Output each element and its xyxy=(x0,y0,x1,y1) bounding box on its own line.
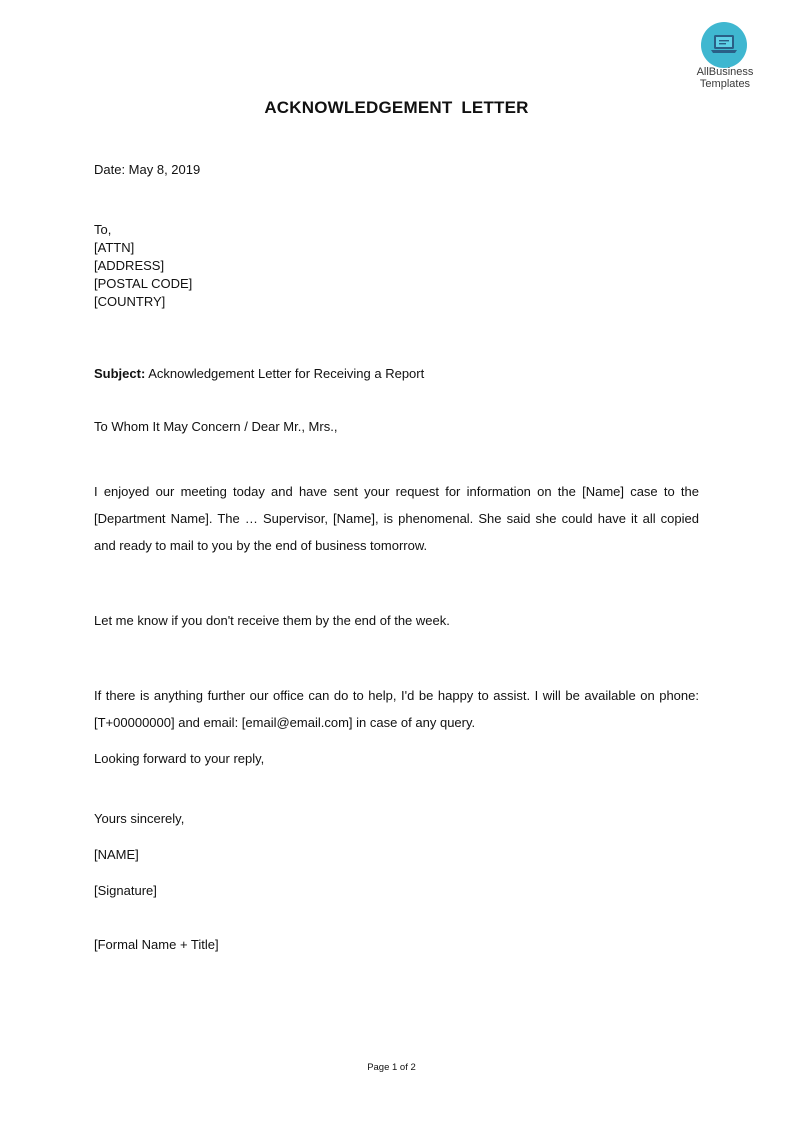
subject-label: Subject: xyxy=(94,366,146,381)
salutation: To Whom It May Concern / Dear Mr., Mrs., xyxy=(94,419,338,434)
subject-text: Acknowledgement Letter for Receiving a Report xyxy=(145,366,425,381)
closing-line: Looking forward to your reply, xyxy=(94,751,265,766)
logo-badge xyxy=(701,22,747,68)
signature: [Signature] xyxy=(94,883,157,898)
letter-date: Date: May 8, 2019 xyxy=(94,162,201,177)
body-paragraph-2: Let me know if you don't receive them by the end of the week. xyxy=(94,613,450,628)
signer-name: [NAME] xyxy=(94,847,139,862)
formal-name-title: [Formal Name + Title] xyxy=(94,937,219,952)
allbusiness-templates-logo xyxy=(690,22,770,94)
letter-title: ACKNOWLEDGEMENT LETTER xyxy=(264,98,529,117)
laptop-icon xyxy=(701,22,747,68)
sign-off: Yours sincerely, xyxy=(94,811,185,826)
subject-line xyxy=(94,365,424,383)
body-paragraph-1: I enjoyed our meeting today and have sent your request for information on the [Name] case to the [Department Name]. The … Supervisor, [Name], is phenomenal. She said she could have it all copied and ready to mail to you by the end of business tomorrow. xyxy=(94,484,699,553)
body-paragraph-3: If there is anything further our office can do to help, I'd be happy to assist. I will be available on phone: [T+00000000] and email: [email@email.com] in case of any query. xyxy=(94,688,699,730)
recipient-address: [ADDRESS] xyxy=(94,258,165,273)
recipient-to: To, xyxy=(94,222,112,237)
logo-text-line1: AllBusiness xyxy=(696,66,754,78)
logo-text-line2: Templates xyxy=(699,78,751,90)
recipient-attn: [ATTN] xyxy=(94,240,135,255)
page-number: Page 1 of 2 xyxy=(367,1062,416,1073)
recipient-postal-code: [POSTAL CODE] xyxy=(94,276,193,291)
recipient-country: [COUNTRY] xyxy=(94,294,166,309)
